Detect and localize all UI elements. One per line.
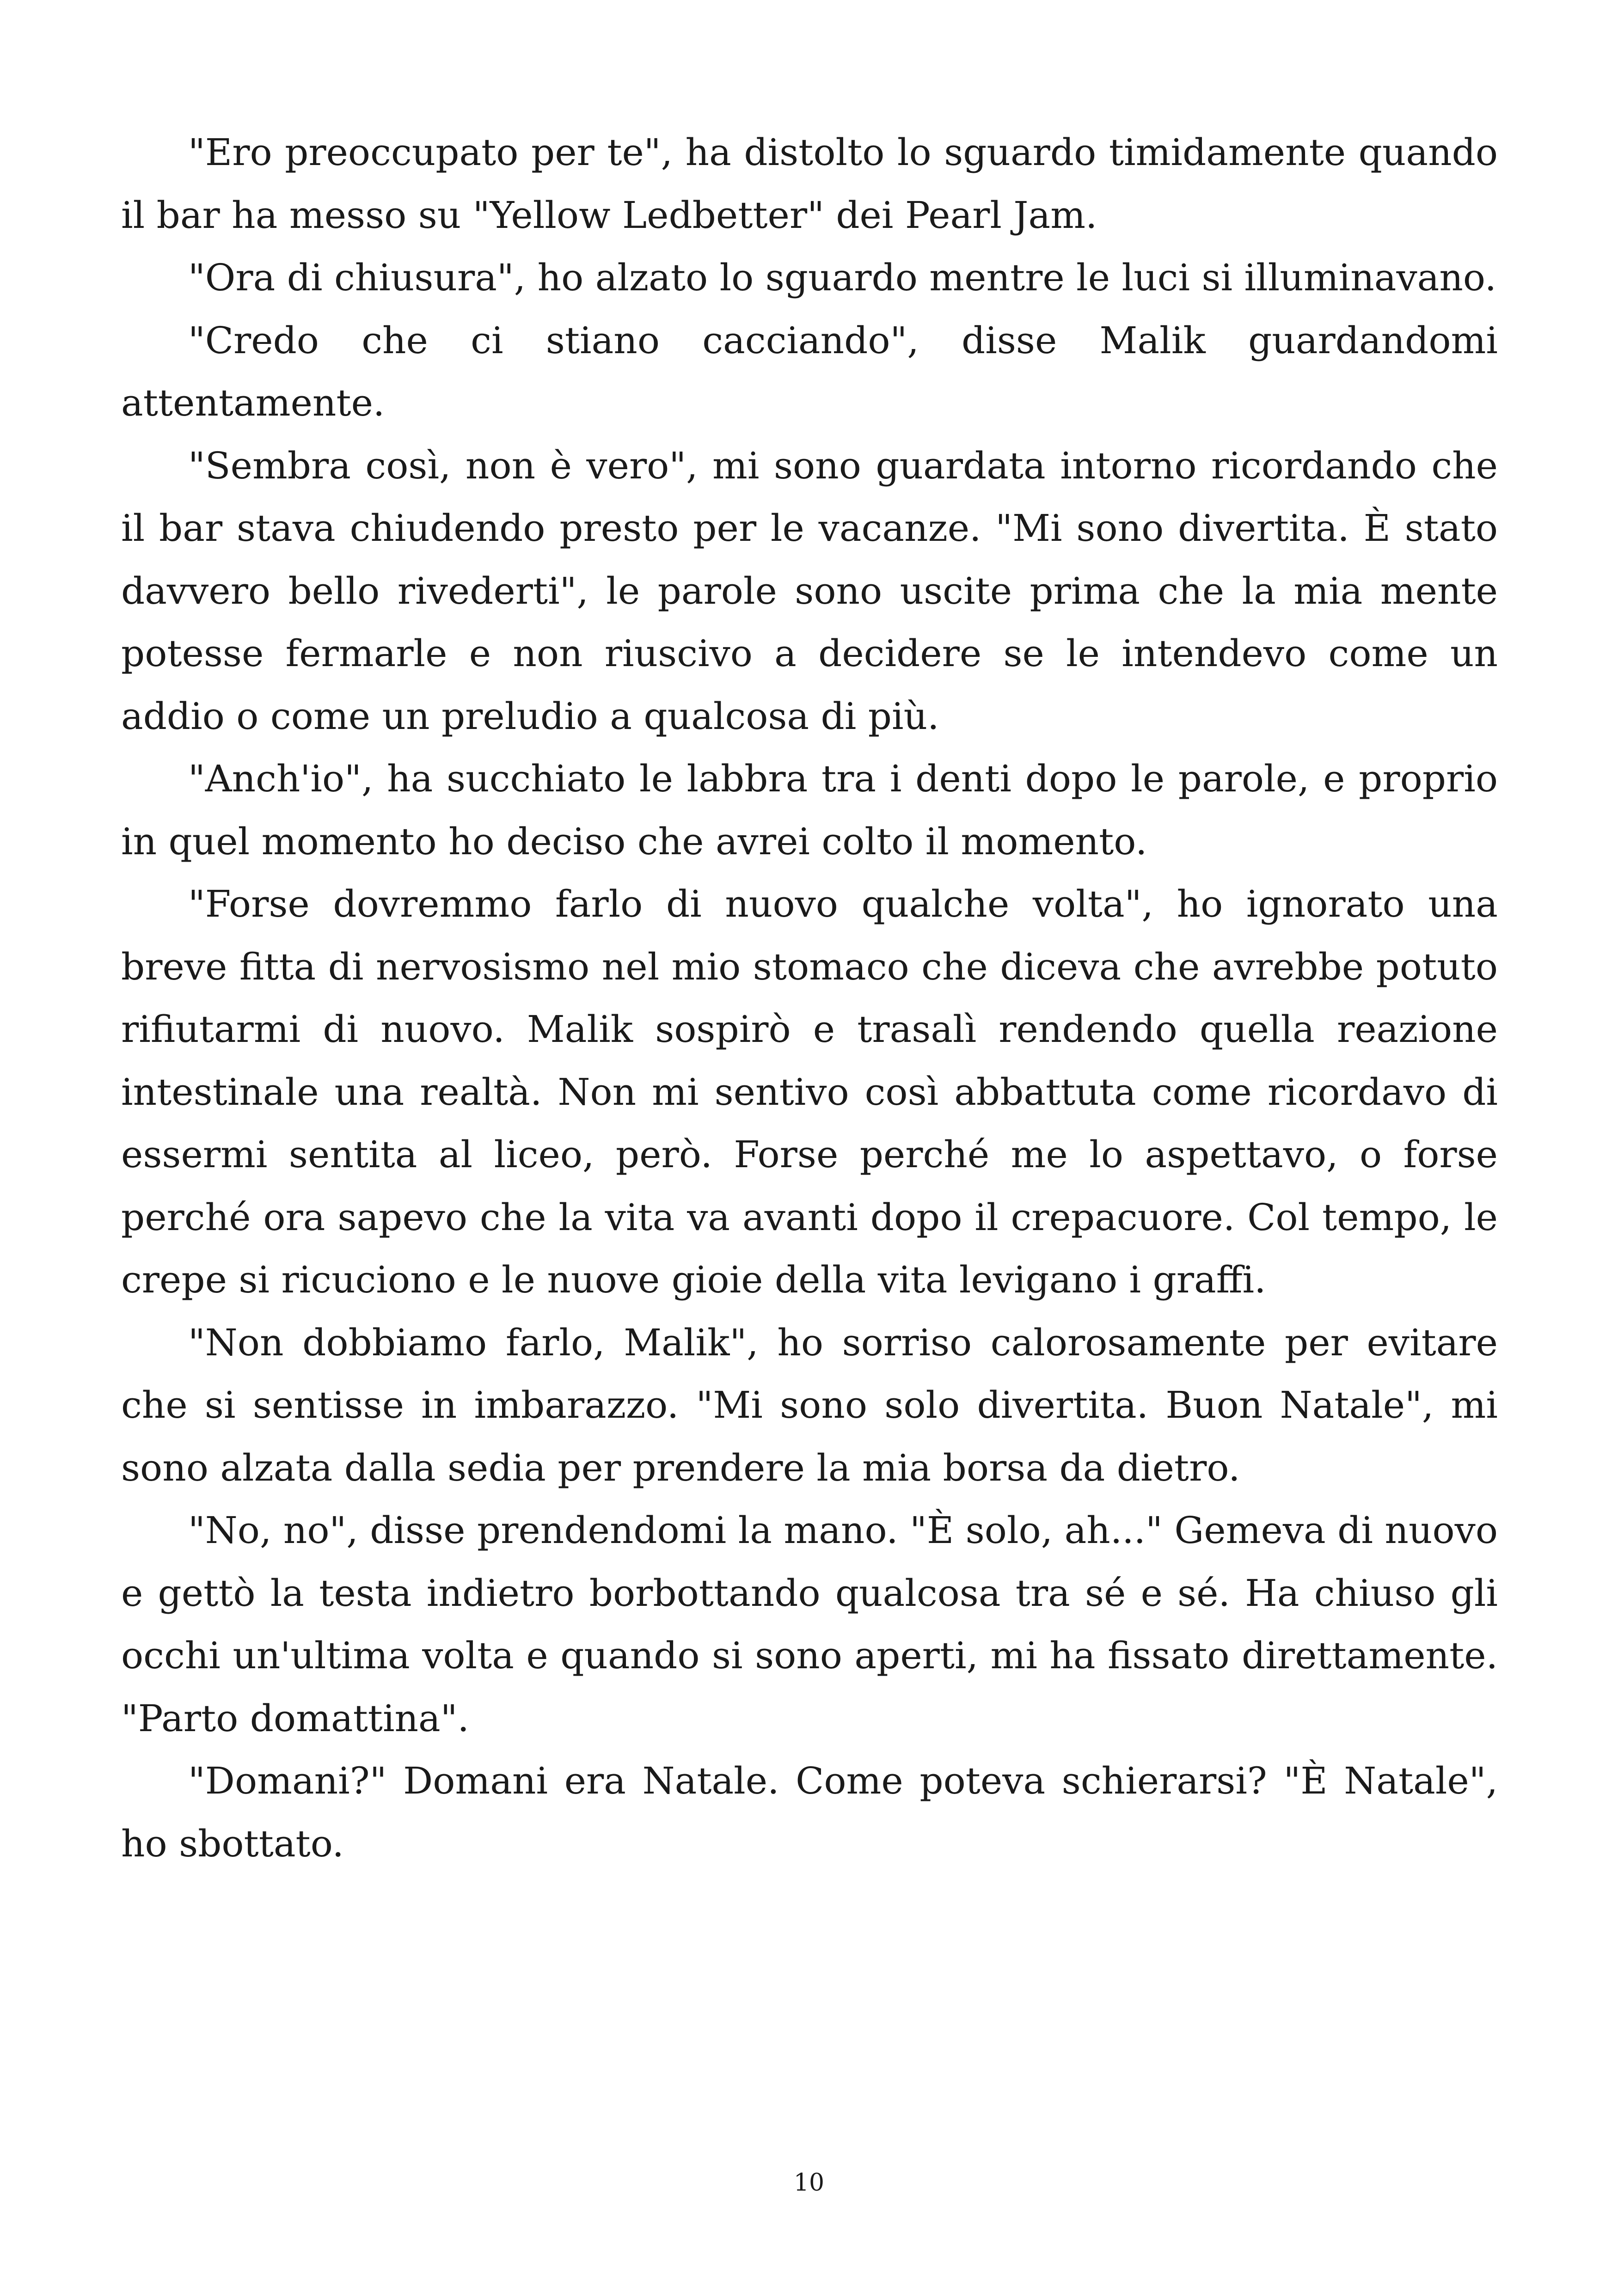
paragraph: "Ora di chiusura", ho alzato lo sguardo mentre le luci si illuminavano. — [188, 256, 1497, 299]
paragraph: "No, no", disse prendendomi la mano. "È solo, ah..." Gemeva di nuovo e gettò la testa indietro borbottando qualcosa tra sé e sé. Ha chiuso gli occhi un'ultima volta e quando si sono aperti, mi ha fissato direttamente. "Parto domattina". — [121, 1509, 1498, 1740]
paragraph: "Domani?" Domani era Natale. Come poteva schierarsi? "È Natale", ho sbottato. — [121, 1759, 1498, 1865]
paragraph: "Ero preoccupato per te", ha distolto lo sguardo timidamente quando il bar ha messo su "Yellow Ledbetter" dei Pearl Jam. — [121, 131, 1498, 237]
paragraph: "Credo che ci stiano cacciando", disse Malik guardandomi attentamente. — [121, 318, 1498, 424]
body-text — [121, 121, 1498, 1875]
page-number: 10 — [793, 2169, 825, 2197]
paragraph: "Sembra così, non è vero", mi sono guardata intorno ricordando che il bar stava chiudendo presto per le vacanze. "Mi sono divertita. È stato davvero bello rivederti", le parole sono uscite prima che la mia mente potesse fermarle e non riuscivo a decidere se le intendevo come un addio o come un preludio a qualcosa di più. — [121, 444, 1498, 738]
paragraph: "Forse dovremmo farlo di nuovo qualche volta", ho ignorato una breve fitta di nervosismo nel mio stomaco che diceva che avrebbe potuto rifiutarmi di nuovo. Malik sospirò e trasalì rendendo quella reazione intestinale una realtà. Non mi sentivo così abbattuta come ricordavo di essermi sentita al liceo, però. Forse perché me lo aspettavo, o forse perché ora sapevo che la vita va avanti dopo il crepacuore. Col tempo, le crepe si ricuciono e le nuove gioie della vita levigano i graffi. — [121, 882, 1498, 1301]
paragraph: "Non dobbiamo farlo, Malik", ho sorriso calorosamente per evitare che si sentisse in imbarazzo. "Mi sono solo divertita. Buon Natale", mi sono alzata dalla sedia per prendere la mia borsa da dietro. — [121, 1321, 1498, 1489]
paragraph: "Anch'io", ha succhiato le labbra tra i denti dopo le parole, e proprio in quel momento ho deciso che avrei colto il momento. — [121, 757, 1498, 863]
